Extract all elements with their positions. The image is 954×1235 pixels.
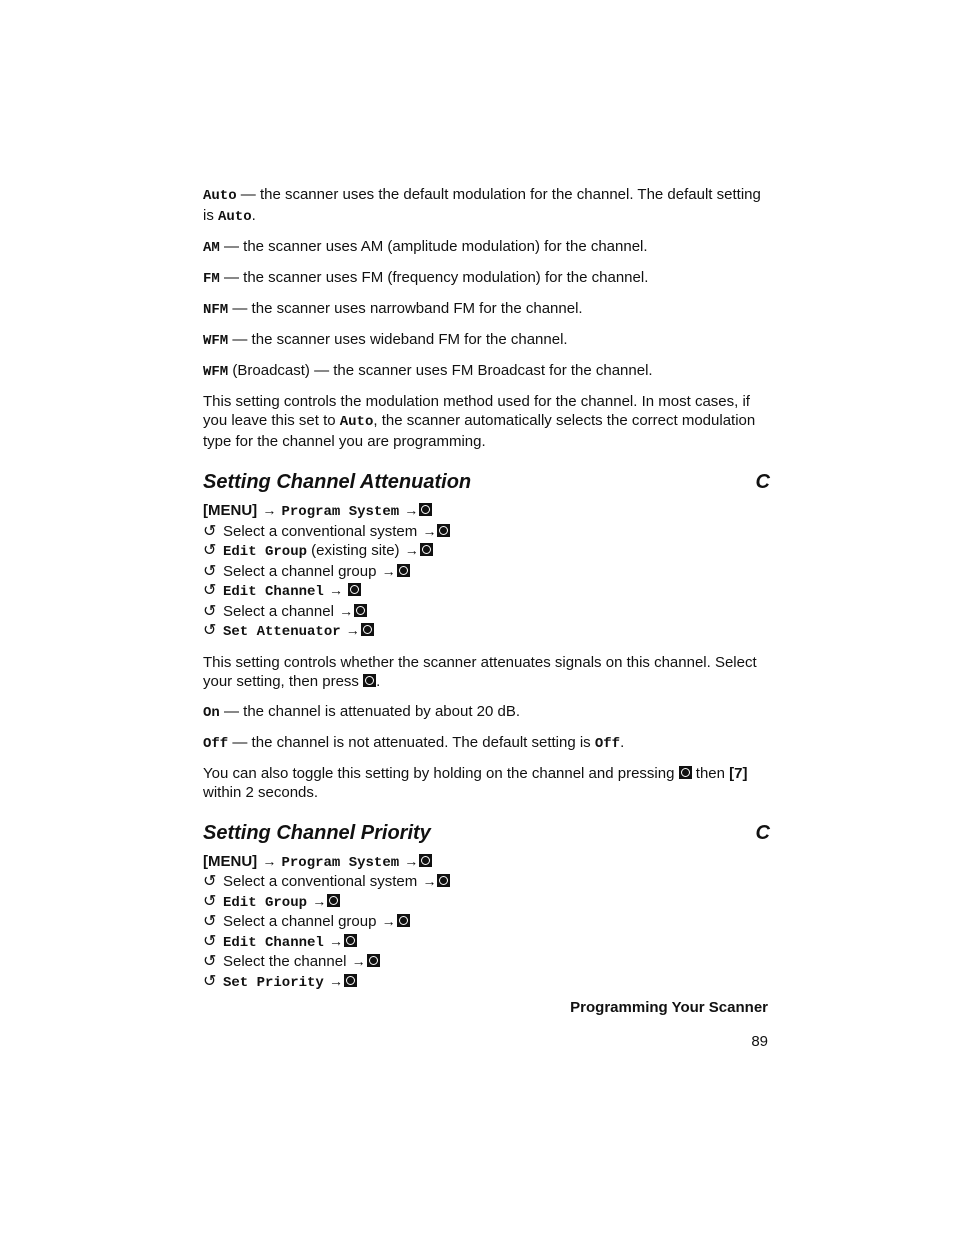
- arrow-icon: →: [329, 972, 343, 989]
- attenuation-on: On — the channel is attenuated by about 20 dB.: [203, 702, 521, 721]
- scroll-knob-icon: [327, 894, 340, 907]
- arrow-icon: →: [381, 913, 396, 929]
- step-edit-group: ↺ Edit Group (existing site) →: [203, 541, 770, 562]
- arrow-icon: →: [404, 502, 419, 518]
- scroll-knob-icon: [354, 604, 367, 617]
- arrow-icon: →: [422, 522, 437, 539]
- scroll-knob-icon: [361, 623, 374, 636]
- step-edit-channel: ↺ Edit Channel →: [203, 932, 770, 953]
- rotate-icon: ↺: [203, 913, 217, 930]
- step-set-attenuator: ↺ Set Attenuator →: [203, 621, 770, 642]
- rotate-icon: ↺: [203, 562, 217, 580]
- scroll-knob-icon: [420, 543, 433, 556]
- attenuation-off: Off — the channel is not attenuated. The default setting is Off.: [203, 733, 625, 752]
- rotate-icon: ↺: [203, 522, 217, 540]
- arrow-icon: →: [422, 873, 437, 889]
- step-select-system: ↺ Select a conventional system →: [203, 872, 770, 892]
- priority-steps: [203, 852, 770, 993]
- mod-wfm: WFM — the scanner uses wideband FM for the channel.: [203, 331, 568, 349]
- scroll-knob-icon: [363, 674, 376, 687]
- step-edit-channel: ↺ Edit Channel →: [203, 581, 770, 602]
- document-page: [203, 185, 770, 1003]
- mode-badge: C: [755, 471, 770, 493]
- step-select-system: ↺ Select a conventional system →: [203, 522, 770, 542]
- scroll-knob-icon: [348, 583, 361, 596]
- scroll-knob-icon: [419, 854, 432, 867]
- mod-am: AM — the scanner uses AM (amplitude modulation) for the channel.: [203, 238, 648, 256]
- scroll-knob-icon: [437, 874, 450, 887]
- step-select-channel: ↺ Select a channel →: [203, 602, 770, 622]
- attenuation-heading: Setting Channel Attenuation C: [203, 471, 770, 493]
- page-number: 89: [751, 1033, 768, 1050]
- scroll-knob-icon: [397, 564, 410, 577]
- rotate-icon: ↺: [203, 582, 217, 599]
- step-select-group: ↺ Select a channel group →: [203, 562, 770, 582]
- arrow-icon: →: [262, 502, 277, 518]
- scroll-knob-icon: [344, 974, 357, 987]
- mod-fm: FM — the scanner uses FM (frequency modulation) for the channel.: [203, 269, 649, 287]
- step-select-group: ↺ Select a channel group →: [203, 912, 770, 932]
- arrow-icon: →: [345, 622, 360, 638]
- arrow-icon: →: [381, 562, 396, 579]
- scroll-knob-icon: [437, 524, 450, 537]
- scroll-knob-icon: [367, 954, 380, 967]
- step-set-priority: ↺ Set Priority →: [203, 972, 770, 993]
- scroll-knob-icon: [397, 914, 410, 927]
- attenuation-steps: [203, 501, 770, 642]
- scroll-knob-icon: [679, 766, 692, 779]
- arrow-icon: →: [404, 542, 419, 558]
- arrow-icon: →: [262, 852, 277, 869]
- step-menu: [MENU] → Program System →: [203, 501, 770, 522]
- scroll-knob-icon: [419, 503, 432, 516]
- rotate-icon: ↺: [203, 622, 217, 639]
- arrow-icon: →: [329, 582, 343, 598]
- step-select-channel: ↺ Select the channel →: [203, 952, 770, 972]
- rotate-icon: ↺: [203, 953, 217, 970]
- step-menu: [MENU] → Program System →: [203, 852, 770, 873]
- arrow-icon: →: [312, 892, 327, 909]
- rotate-icon: ↺: [203, 892, 217, 910]
- mod-nfm: NFM — the scanner uses narrowband FM for the channel.: [203, 300, 583, 318]
- mode-badge: C: [755, 821, 770, 844]
- attenuation-toggle: You can also toggle this setting by holding on the channel and pressing then [7] within 2 seconds.: [203, 764, 748, 801]
- arrow-icon: →: [329, 932, 343, 949]
- priority-heading: Setting Channel Priority C: [203, 821, 770, 844]
- mod-wfm-broadcast: WFM (Broadcast) — the scanner uses FM Broadcast for the channel.: [203, 362, 653, 380]
- rotate-icon: ↺: [203, 542, 217, 559]
- modulation-note: This setting controls the modulation method used for the channel. In most cases, if you leave this set to Auto, the scanner automatically selects the correct modulation type for the channel you are programming.: [203, 393, 756, 450]
- rotate-icon: ↺: [203, 972, 217, 990]
- arrow-icon: →: [351, 953, 366, 969]
- arrow-icon: →: [339, 602, 354, 619]
- mod-auto: Auto — the scanner uses the default modulation for the channel. The default setting is Auto.: [203, 186, 761, 225]
- step-edit-group: ↺ Edit Group →: [203, 892, 770, 913]
- footer-section-title: Programming Your Scanner: [570, 999, 768, 1016]
- rotate-icon: ↺: [203, 932, 217, 950]
- rotate-icon: ↺: [203, 873, 217, 890]
- scroll-knob-icon: [344, 934, 357, 947]
- rotate-icon: ↺: [203, 602, 217, 620]
- arrow-icon: →: [404, 852, 419, 869]
- attenuation-intro: This setting controls whether the scanner attenuates signals on this channel. Select your setting, then press .: [203, 653, 757, 690]
